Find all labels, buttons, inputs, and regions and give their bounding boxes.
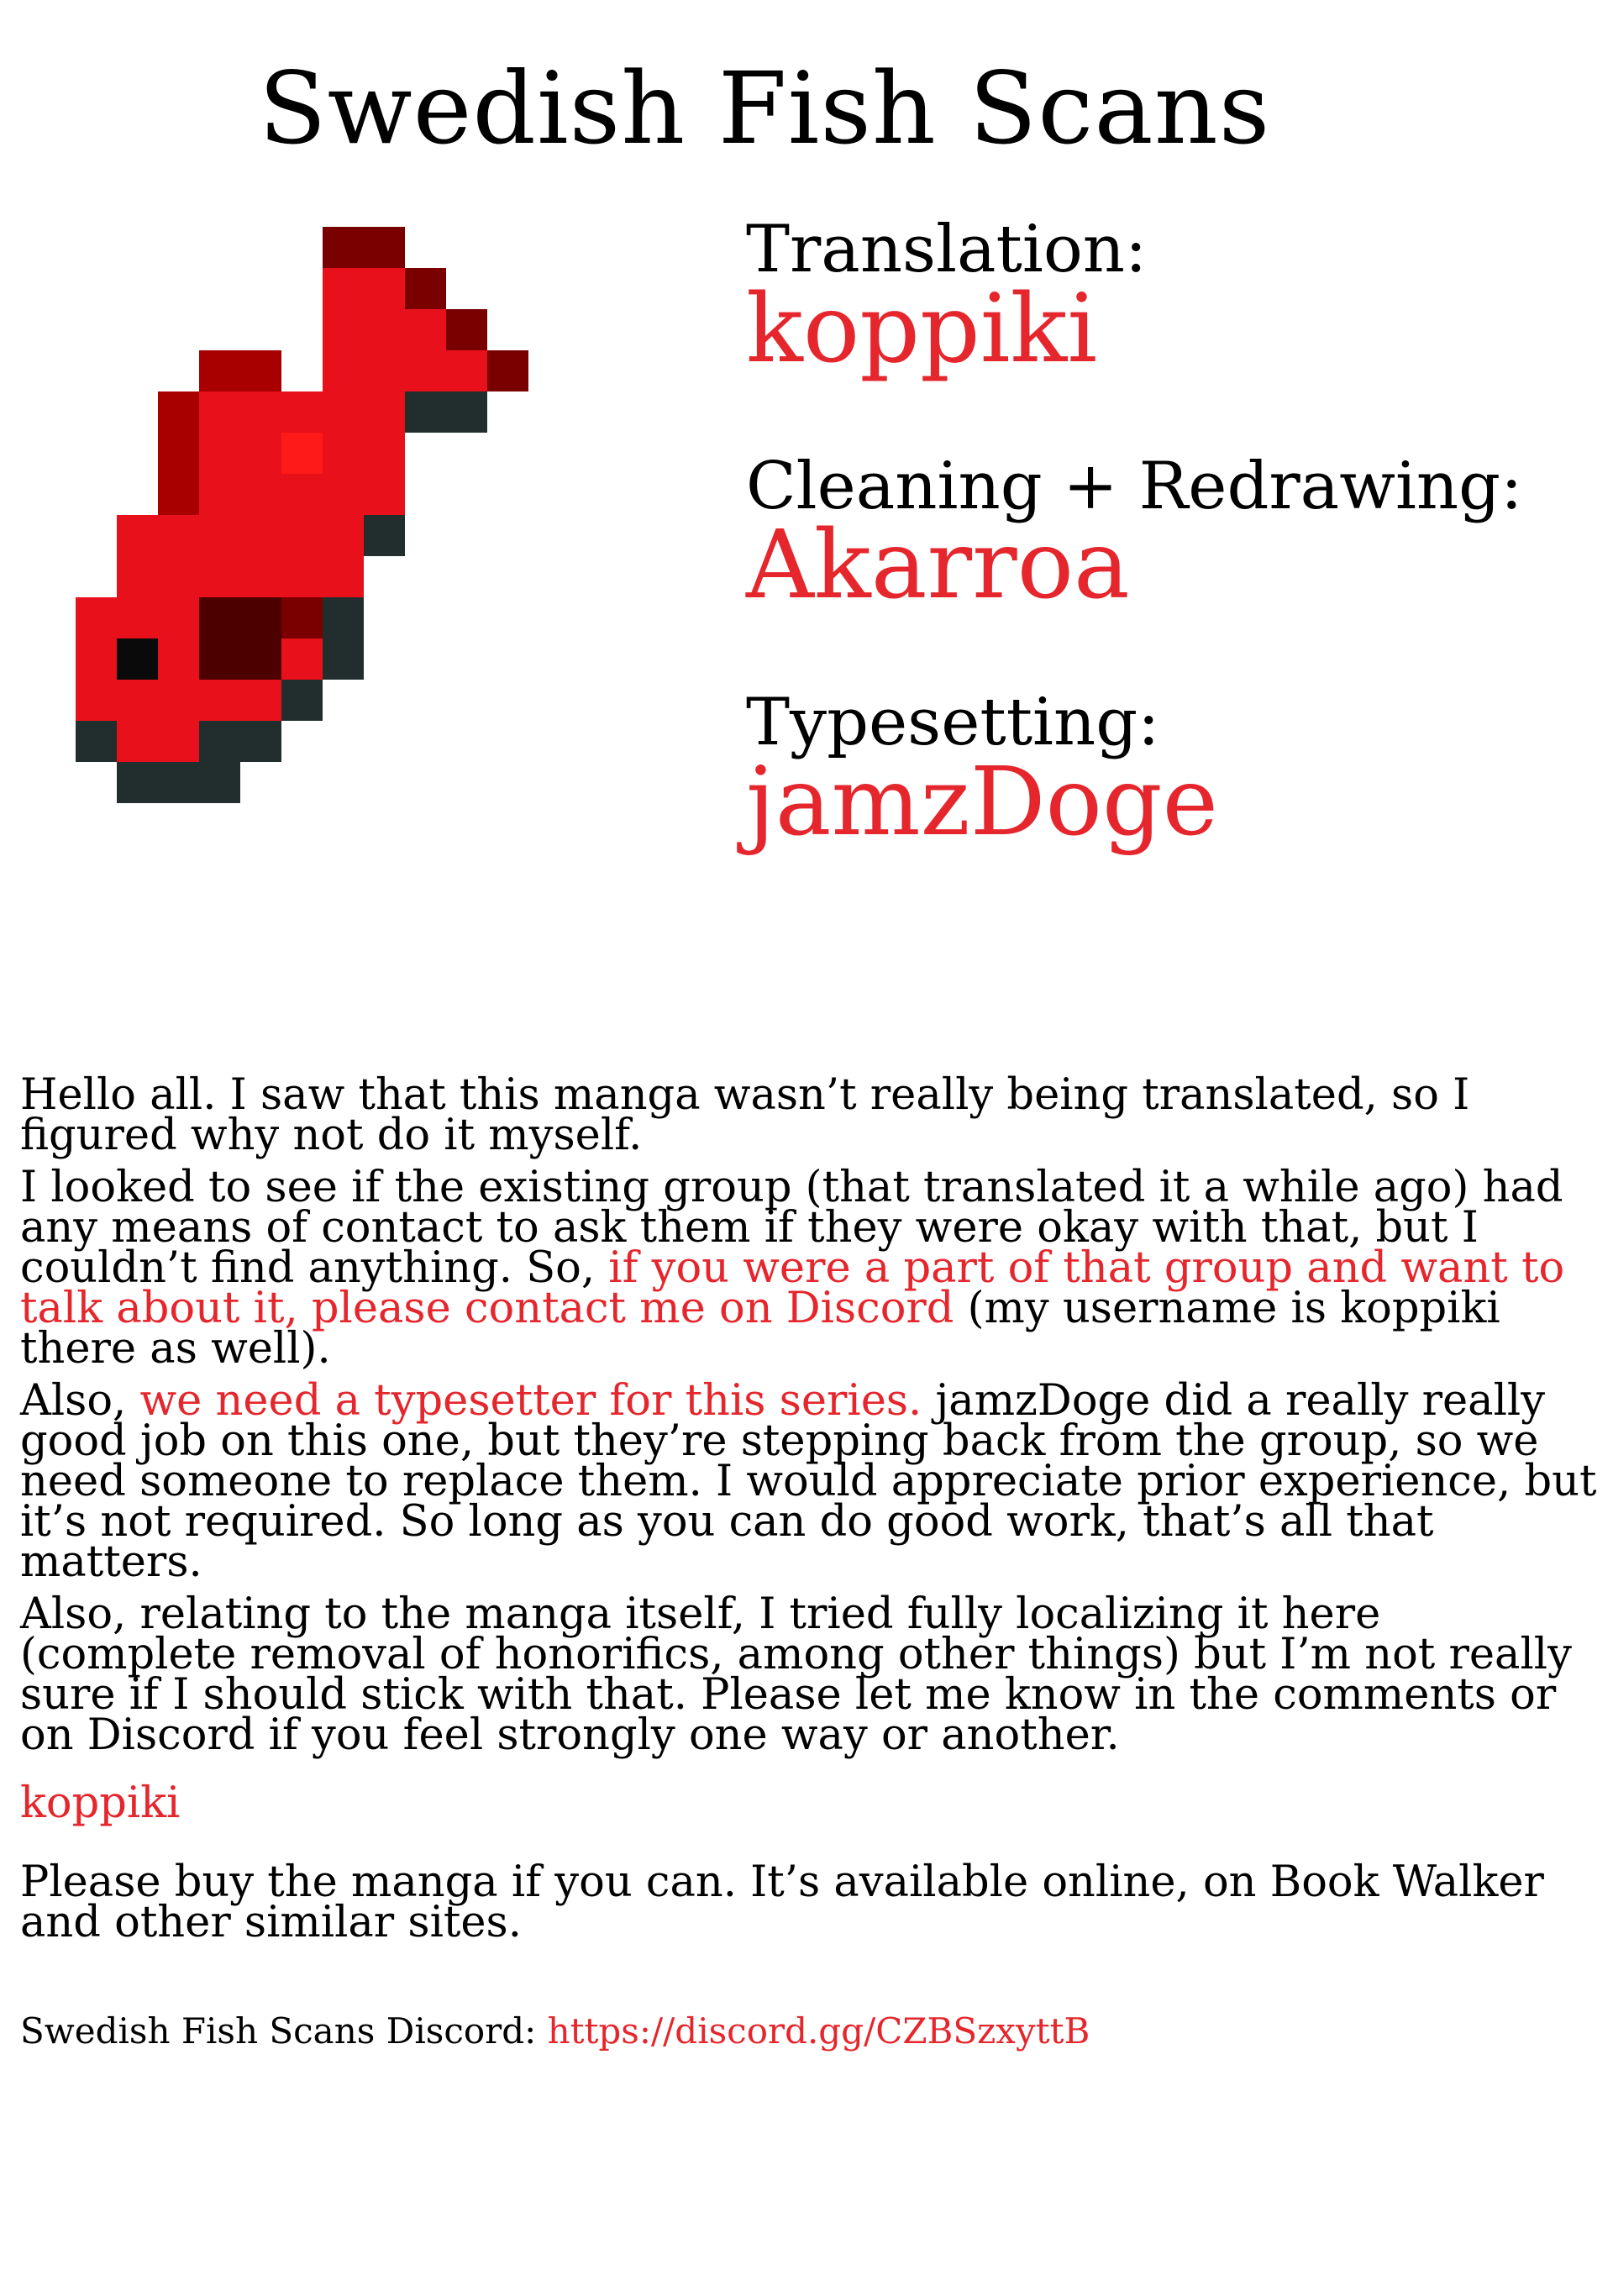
fish-pixel: [323, 227, 364, 268]
fish-pixel: [323, 433, 364, 474]
credit-name-cleaning: Akarroa: [746, 511, 1130, 621]
fish-pixel: [76, 638, 117, 680]
credit-role-translation: Translation:: [746, 212, 1148, 287]
fish-pixel: [199, 556, 240, 597]
fish-pixel: [240, 515, 281, 556]
fish-pixel: [240, 721, 281, 762]
fish-pixel: [158, 638, 199, 680]
fish-pixel: [76, 721, 117, 762]
fish-pixel: [487, 350, 528, 391]
fish-pixel: [364, 515, 405, 556]
fish-pixel: [158, 762, 199, 803]
fish-pixel: [323, 556, 364, 597]
fish-pixel: [158, 597, 199, 638]
fish-pixel: [240, 350, 281, 391]
fish-pixel: [405, 391, 446, 433]
credit-cleaning: [746, 448, 1595, 621]
fish-pixel: [446, 309, 487, 350]
fish-pixel: [199, 680, 240, 721]
fish-pixel: [240, 391, 281, 433]
fish-pixel: [76, 597, 117, 638]
signature: koppiki: [20, 1778, 181, 1828]
fish-pixel: [364, 433, 405, 474]
note-contact-end: (my username is koppiki there as well).: [20, 1284, 1500, 1374]
credit-role-cleaning: Cleaning + Redrawing:: [746, 448, 1523, 524]
credit-name-typesetting: jamzDoge: [746, 747, 1218, 857]
fish-pixel: [199, 638, 240, 680]
discord-label: Swedish Fish Scans Discord:: [20, 2010, 548, 2052]
note-contact-text: I looked to see if the existing group (that translated it a while ago) had any means of contact to ask them if they were okay with that, but I couldn’t find anything. So,: [20, 1163, 1563, 1293]
fish-pixel: [117, 762, 158, 803]
discord-link[interactable]: https://discord.gg/CZBSzxyttB: [547, 2010, 1090, 2052]
fish-pixel: [364, 227, 405, 268]
fish-pixel: [323, 638, 364, 680]
fish-pixel: [323, 350, 364, 391]
fish-pixel: [199, 391, 240, 433]
note-paragraph-contact: [20, 1163, 1600, 1374]
fish-pixel: [158, 391, 199, 433]
note-recruit-highlight: we need a typesetter for this series.: [139, 1376, 922, 1426]
credit-name-translation: koppiki: [746, 274, 1098, 384]
credit-translation: [746, 212, 1595, 384]
fish-pixel: [117, 638, 158, 680]
fish-pixel: [364, 268, 405, 309]
fish-pixel: [281, 597, 323, 638]
fish-pixel: [117, 597, 158, 638]
fish-pixel: [199, 433, 240, 474]
fish-pixel: [158, 721, 199, 762]
fish-pixel: [446, 391, 487, 433]
fish-pixel: [117, 515, 158, 556]
translator-note: [20, 1070, 1600, 1768]
fish-pixel: [364, 474, 405, 515]
fish-pixel: [405, 350, 446, 391]
fish-pixel: [158, 515, 199, 556]
fish-pixel: [199, 515, 240, 556]
fish-pixel: [405, 309, 446, 350]
fish-pixel: [323, 391, 364, 433]
fish-pixel: [158, 680, 199, 721]
fish-pixel: [240, 474, 281, 515]
note-paragraph-recruit: [20, 1376, 1600, 1587]
fish-pixel: [323, 268, 364, 309]
fish-pixel: [117, 680, 158, 721]
fish-pixel: [240, 638, 281, 680]
credits-section: [746, 212, 1595, 857]
fish-pixel: [199, 597, 240, 638]
credit-role-typesetting: Typesetting:: [746, 685, 1160, 761]
fish-pixel: [323, 515, 364, 556]
fish-pixel: [199, 350, 240, 391]
fish-pixel: [281, 680, 323, 721]
fish-pixel: [240, 433, 281, 474]
note-paragraph-localization: Also, relating to the manga itself, I tried fully localizing it here (complete removal of honorifics, among other things) but I’m not really sure if I should stick with that. Please let me know in the comments or on Discord if you feel strongly one way or another.: [20, 1589, 1572, 1760]
pixel-red-fish-icon: [76, 227, 672, 832]
fish-pixel: [240, 597, 281, 638]
fish-pixel: [323, 597, 364, 638]
fish-pixel: [405, 268, 446, 309]
page-title: Swedish Fish Scans: [258, 50, 1271, 166]
fish-pixel: [117, 721, 158, 762]
fish-pixel: [281, 556, 323, 597]
fish-pixel: [281, 433, 323, 474]
fish-logo: [76, 227, 672, 832]
note-paragraph-intro: Hello all. I saw that this manga wasn’t really being translated, so I figured why not do it myself.: [20, 1070, 1470, 1160]
fish-pixel: [76, 680, 117, 721]
fish-pixel: [364, 309, 405, 350]
credit-typesetting: [746, 685, 1595, 857]
note-contact-highlight: if you were a part of that group and want to talk about it, please contact me on Discord: [20, 1243, 1565, 1333]
fish-pixel: [158, 474, 199, 515]
fish-pixel: [281, 391, 323, 433]
fish-pixel: [446, 350, 487, 391]
note-recruit-text: Also,: [20, 1376, 140, 1426]
fish-pixel: [323, 474, 364, 515]
fish-pixel: [240, 680, 281, 721]
support-note: Please buy the manga if you can. It’s available online, on Book Walker and other similar sites.: [20, 1857, 1544, 1947]
fish-pixel: [199, 721, 240, 762]
fish-pixel: [323, 309, 364, 350]
note-recruit-end: jamzDoge did a really really good job on this one, but they’re stepping back from the group, so we need someone to replace them. I would appreciate prior experience, but it’s not required. So long as you can do good work, that’s all that matters.: [20, 1376, 1597, 1587]
fish-pixel: [281, 638, 323, 680]
fish-pixel: [364, 350, 405, 391]
fish-pixel: [199, 762, 240, 803]
fish-pixel: [364, 391, 405, 433]
fish-pixel: [117, 556, 158, 597]
fish-pixel: [281, 515, 323, 556]
fish-pixel: [240, 556, 281, 597]
fish-pixel: [158, 556, 199, 597]
fish-pixel: [199, 474, 240, 515]
fish-pixel: [158, 433, 199, 474]
fish-pixel: [281, 474, 323, 515]
discord-line: [20, 2011, 1090, 2052]
